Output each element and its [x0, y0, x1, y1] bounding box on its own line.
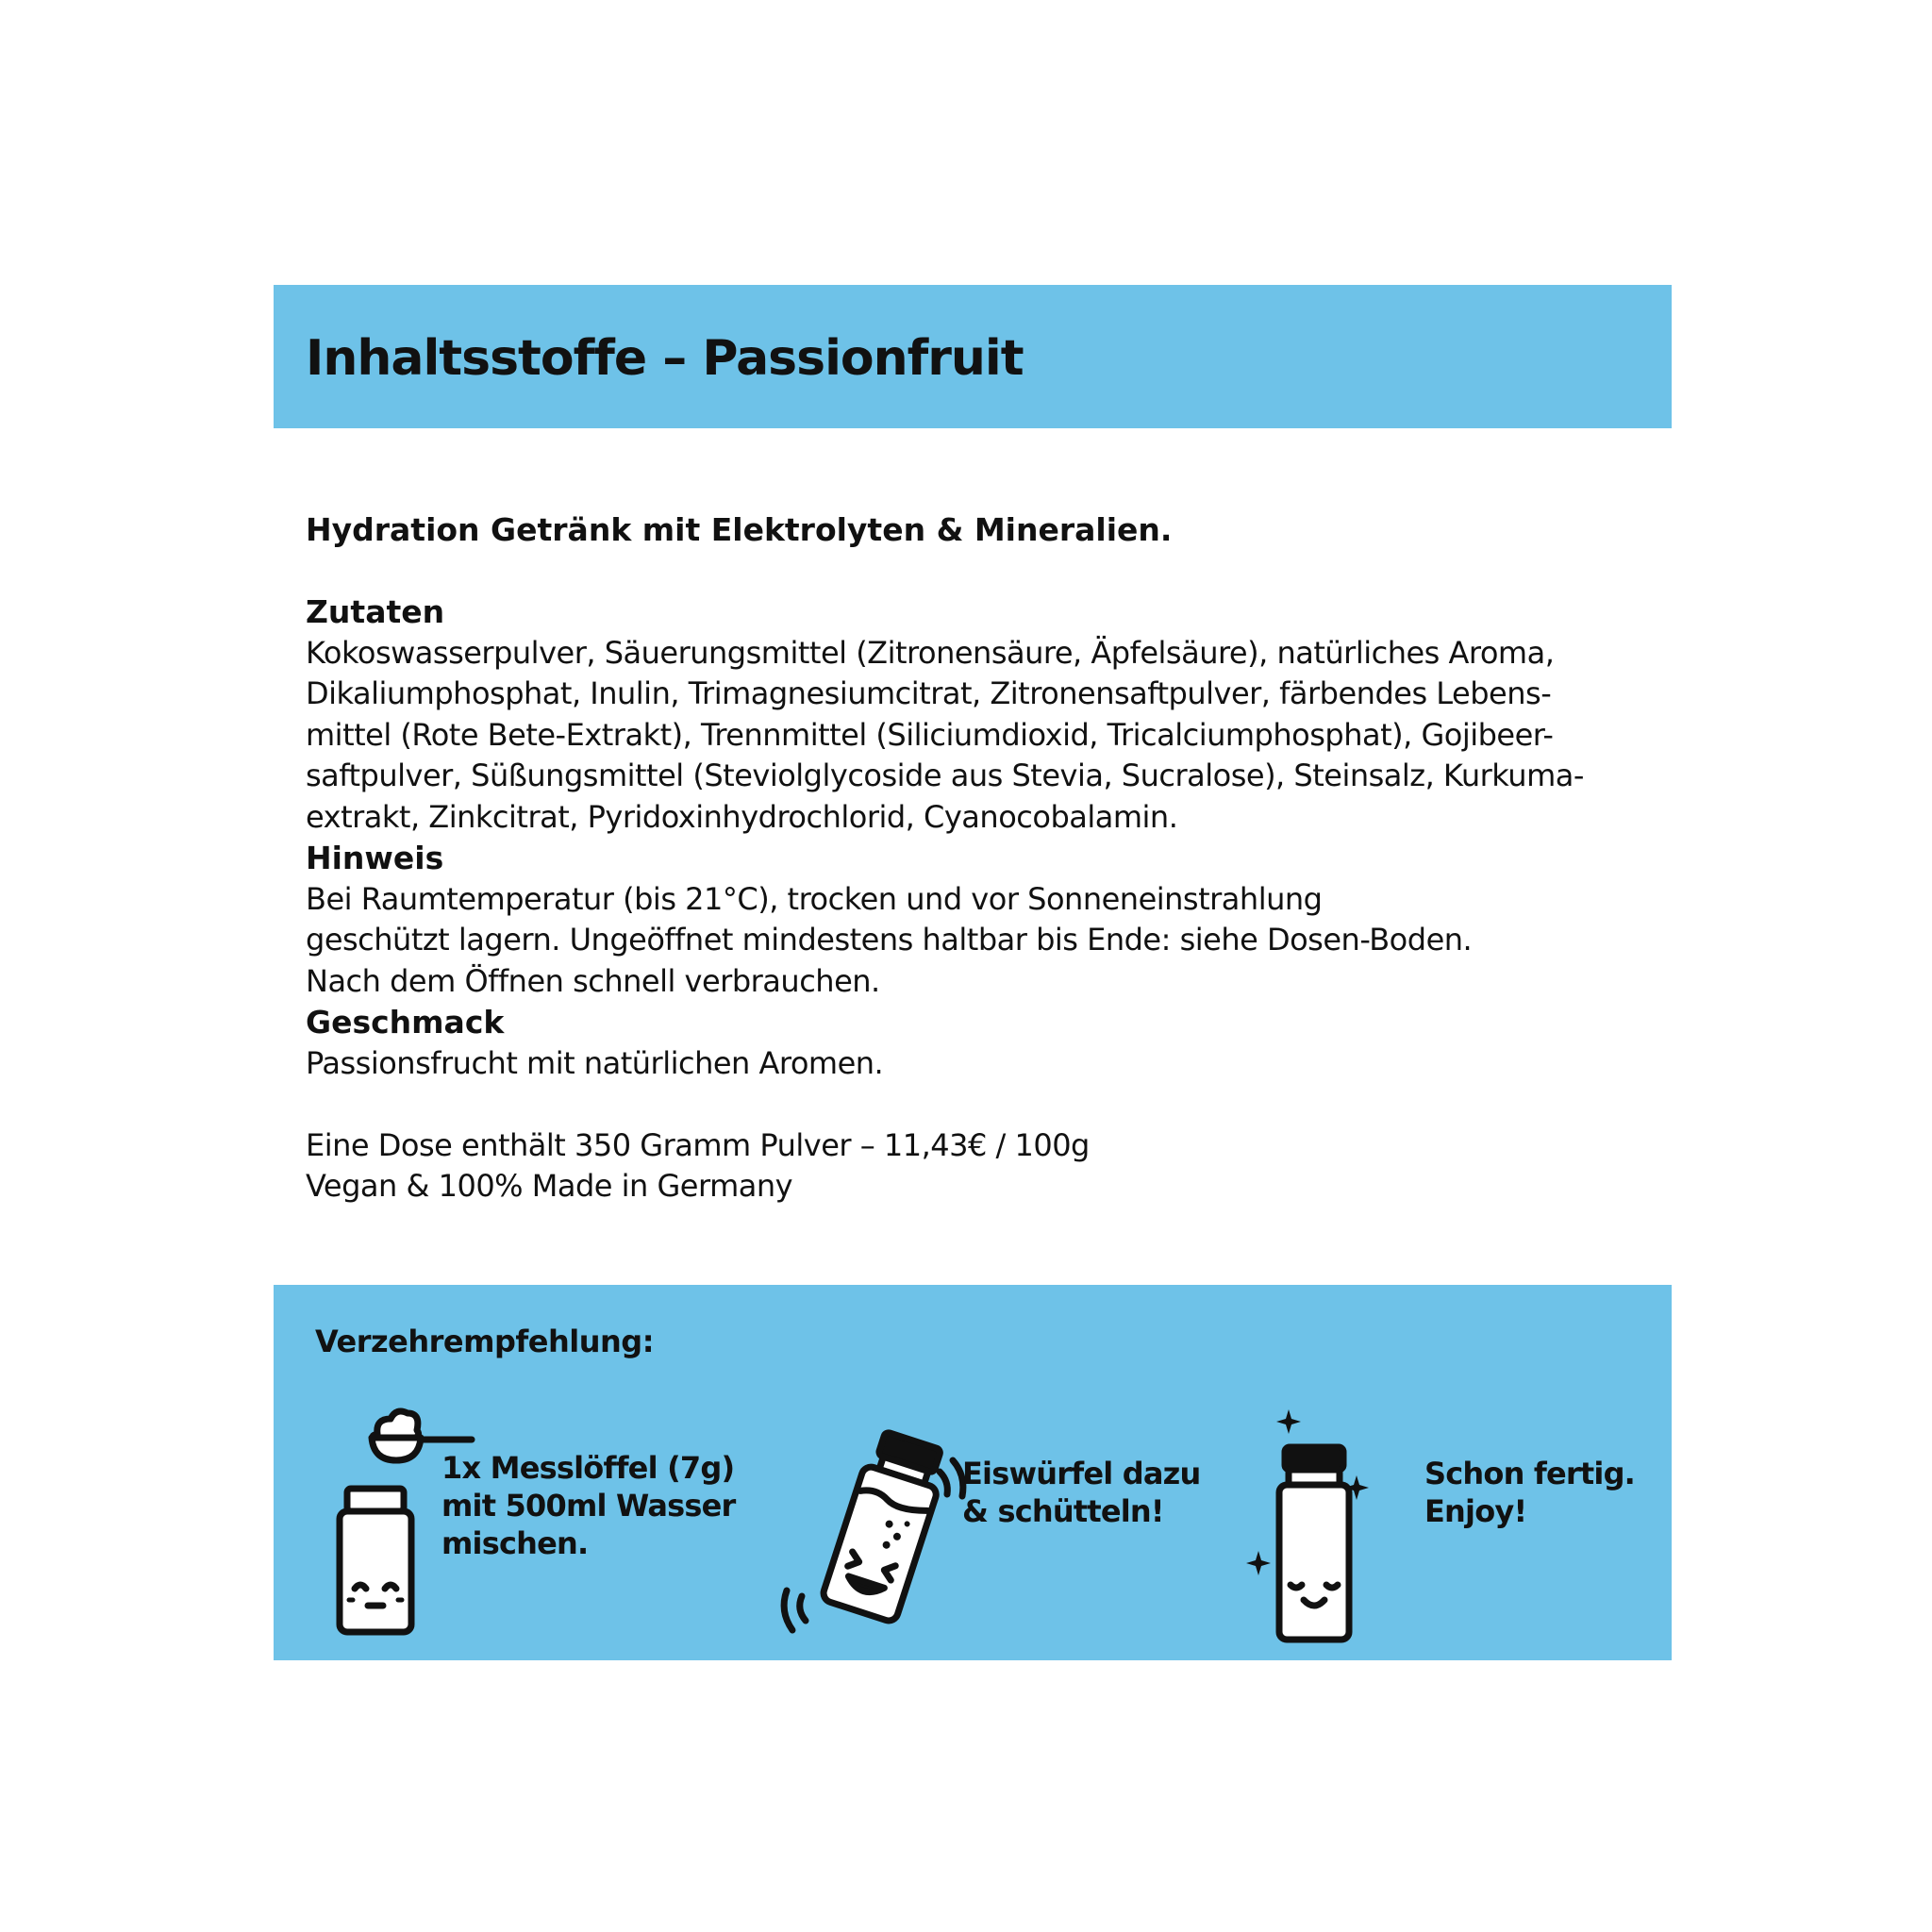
geschmack-heading: Geschmack: [306, 1004, 505, 1041]
zutaten-line: Kokoswasserpulver, Säuerungsmittel (Zitronensäure, Äpfelsäure), natürliches Aroma,: [306, 634, 1555, 671]
title-band: [274, 285, 1672, 428]
hinweis-heading: Hinweis: [306, 840, 444, 876]
shaking-bottle-icon: [774, 1417, 981, 1643]
step-mix-line: 1x Messlöffel (7g): [441, 1450, 735, 1486]
ingredients-content: [306, 509, 1645, 1208]
step-mix-text: [441, 1449, 736, 1562]
spacer: [306, 551, 1645, 592]
step-shake-line: Eiswürfel dazu: [962, 1456, 1201, 1491]
step-mix: [274, 1285, 764, 1660]
zutaten-line: extrakt, Zinkcitrat, Pyridoxinhydrochlorid, Cyanocobalamin.: [306, 798, 1178, 835]
sparkling-bottle-icon: [1245, 1406, 1387, 1641]
step-done-line: Schon fertig.: [1424, 1456, 1636, 1491]
zutaten-line: Dikaliumphosphat, Inulin, Trimagnesiumcitrat, Zitronensaftpulver, färbendes Lebens-: [306, 675, 1552, 711]
vegan-line: Vegan & 100% Made in Germany: [306, 1168, 793, 1204]
step-shake: [745, 1285, 1217, 1660]
package-size-line: Eine Dose enthält 350 Gramm Pulver – 11,43€ / 100g: [306, 1126, 1090, 1163]
zutaten-heading: Zutaten: [306, 593, 445, 630]
page-title: Inhaltsstoffe – Passionfruit: [306, 330, 1024, 387]
step-done-text: [1424, 1455, 1635, 1530]
step-shake-text: [962, 1455, 1200, 1530]
hinweis-line: geschützt lagern. Ungeöffnet mindestens haltbar bis Ende: siehe Dosen-Boden.: [306, 922, 1473, 958]
zutaten-line: mittel (Rote Bete-Extrakt), Trennmittel (Siliciumdioxid, Tricalciumphosphat), Gojibeer-: [306, 716, 1554, 753]
step-done-line: Enjoy!: [1424, 1493, 1527, 1529]
product-description: Hydration Getränk mit Elektrolyten & Mineralien.: [306, 511, 1173, 548]
hinweis-line: Nach dem Öffnen schnell verbrauchen.: [306, 962, 880, 999]
spacer: [306, 1084, 1645, 1125]
step-mix-line: mischen.: [441, 1525, 589, 1561]
recommendation-band: [274, 1285, 1672, 1660]
geschmack-line: Passionsfrucht mit natürlichen Aromen.: [306, 1044, 884, 1081]
hinweis-line: Bei Raumtemperatur (bis 21°C), trocken und vor Sonneneinstrahlung: [306, 880, 1323, 917]
step-mix-line: mit 500ml Wasser: [441, 1488, 736, 1524]
step-done: [1217, 1285, 1672, 1660]
step-shake-line: & schütteln!: [962, 1493, 1164, 1529]
recommendation-title: Verzehrempfehlung:: [315, 1324, 654, 1359]
zutaten-line: saftpulver, Süßungsmittel (Steviolglycoside aus Stevia, Sucralose), Steinsalz, Kurkuma-: [306, 758, 1584, 793]
